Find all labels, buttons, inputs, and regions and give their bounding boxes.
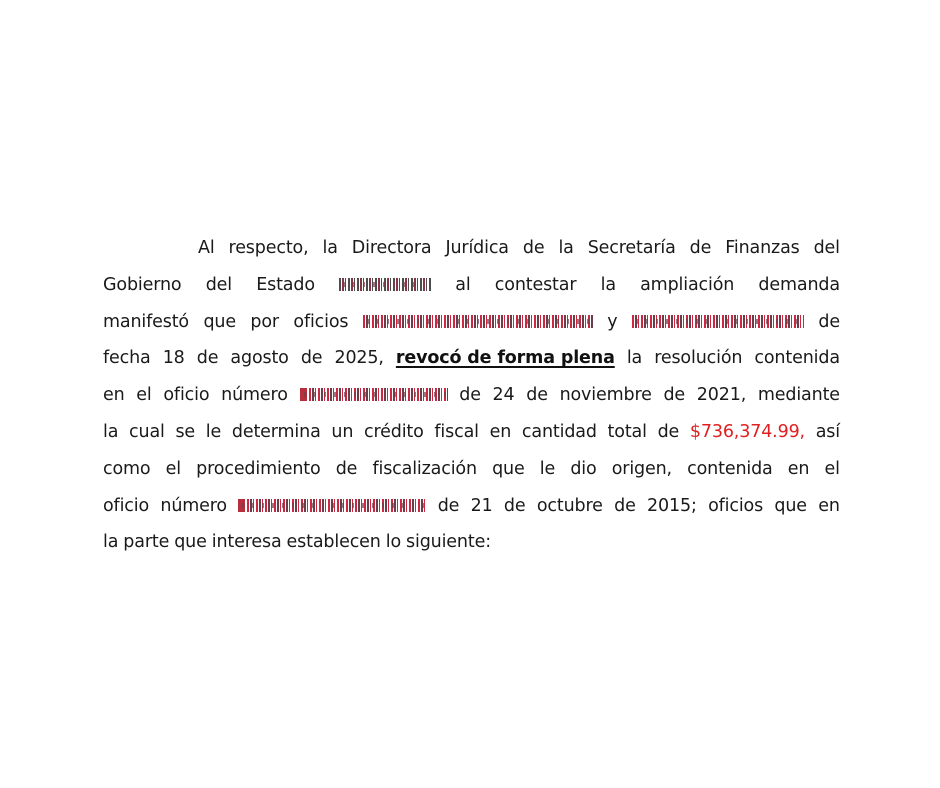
word: de [503, 495, 526, 516]
word: total [607, 421, 647, 442]
redaction-mark [339, 278, 431, 291]
word: Directora [351, 238, 432, 258]
credit-amount: $736,374.99, [689, 421, 805, 442]
word: oficios [708, 495, 764, 516]
word: 2015; [647, 495, 697, 516]
word: interesa [211, 532, 282, 553]
word: en [787, 458, 810, 479]
word: mediante [757, 385, 840, 406]
word: determina [231, 421, 321, 442]
word: que [492, 458, 525, 479]
word: noviembre [559, 385, 652, 406]
word: así [815, 421, 840, 442]
word: fiscalización [372, 458, 477, 479]
word: 24 [492, 385, 515, 406]
word: procedimiento [196, 458, 321, 479]
word: parte [123, 532, 170, 553]
word: Gobierno [103, 274, 182, 295]
word: el [165, 458, 181, 479]
text-line-6 [103, 414, 840, 451]
word: en [818, 495, 840, 516]
redaction-mark [238, 499, 426, 512]
word: como [103, 458, 151, 479]
word: la [626, 348, 643, 369]
word: la [322, 238, 338, 258]
word: contenida [754, 348, 840, 369]
word: la [103, 532, 119, 553]
word: y [607, 311, 618, 332]
word: de [437, 495, 460, 516]
word: oficio [163, 385, 210, 406]
word: de [459, 385, 481, 406]
word: fecha [103, 348, 151, 369]
word: cantidad [521, 421, 597, 442]
word: la [103, 421, 119, 442]
word: en [489, 421, 512, 442]
text-line-7 [103, 451, 840, 488]
word: oficios [293, 311, 349, 332]
word: del [813, 238, 840, 258]
word: agosto [230, 348, 289, 369]
word: de [196, 348, 219, 369]
word: de [300, 348, 323, 369]
word: de [614, 495, 636, 516]
text-line-8 [103, 488, 840, 525]
word: establecen [286, 532, 381, 553]
word: oficio [103, 495, 150, 516]
redaction-mark [300, 388, 448, 401]
word: al [455, 274, 471, 295]
word: por [250, 311, 279, 332]
word: de [335, 458, 358, 479]
word: número [160, 495, 227, 516]
word: se [175, 421, 196, 442]
text-line-1 [103, 230, 840, 267]
word: número [221, 385, 288, 406]
word: de [818, 311, 840, 332]
word: le [539, 458, 556, 479]
word: la [558, 238, 574, 258]
word: del [205, 274, 232, 295]
text-line-9 [103, 524, 840, 561]
word: que [203, 311, 236, 332]
redaction-mark [363, 315, 593, 328]
word: Estado [256, 274, 315, 295]
word: 18 [162, 348, 185, 369]
word: Finanzas [725, 238, 800, 258]
text-line-4 [103, 340, 840, 377]
word: en [103, 385, 125, 406]
word: contestar [494, 274, 577, 295]
word: dio [570, 458, 597, 479]
word: que [174, 532, 207, 553]
word: octubre [536, 495, 603, 516]
word: crédito [364, 421, 424, 442]
word: Al [198, 238, 215, 258]
word: manifestó [103, 311, 189, 332]
text-line-2 [103, 267, 840, 304]
word: ampliación [640, 274, 735, 295]
word: lo [385, 532, 402, 553]
word: fiscal [434, 421, 479, 442]
word: que [774, 495, 807, 516]
word: de [663, 385, 686, 406]
word: contenida [687, 458, 773, 479]
word: demanda [758, 274, 840, 295]
word: de [526, 385, 548, 406]
word: resolución [654, 348, 743, 369]
word: respecto, [228, 238, 309, 258]
word: la [600, 274, 616, 295]
word: el [136, 385, 152, 406]
word: origen, [611, 458, 672, 479]
word: de [657, 421, 680, 442]
word: Jurídica [445, 238, 509, 258]
redaction-mark [632, 315, 804, 328]
word: 2025, [334, 348, 384, 369]
word: Secretaría [587, 238, 676, 258]
emphasized-phrase: revocó de forma plena [395, 348, 615, 369]
word: 21 [470, 495, 493, 516]
word: siguiente: [406, 532, 491, 553]
word: el [824, 458, 840, 479]
word: 2021, [696, 385, 747, 406]
word: de [689, 238, 712, 258]
text-line-5 [103, 377, 840, 414]
word: un [331, 421, 354, 442]
word: de [522, 238, 545, 258]
text-line-3 [103, 304, 840, 341]
body-paragraph [103, 230, 840, 561]
word: cual [129, 421, 165, 442]
word: le [205, 421, 222, 442]
